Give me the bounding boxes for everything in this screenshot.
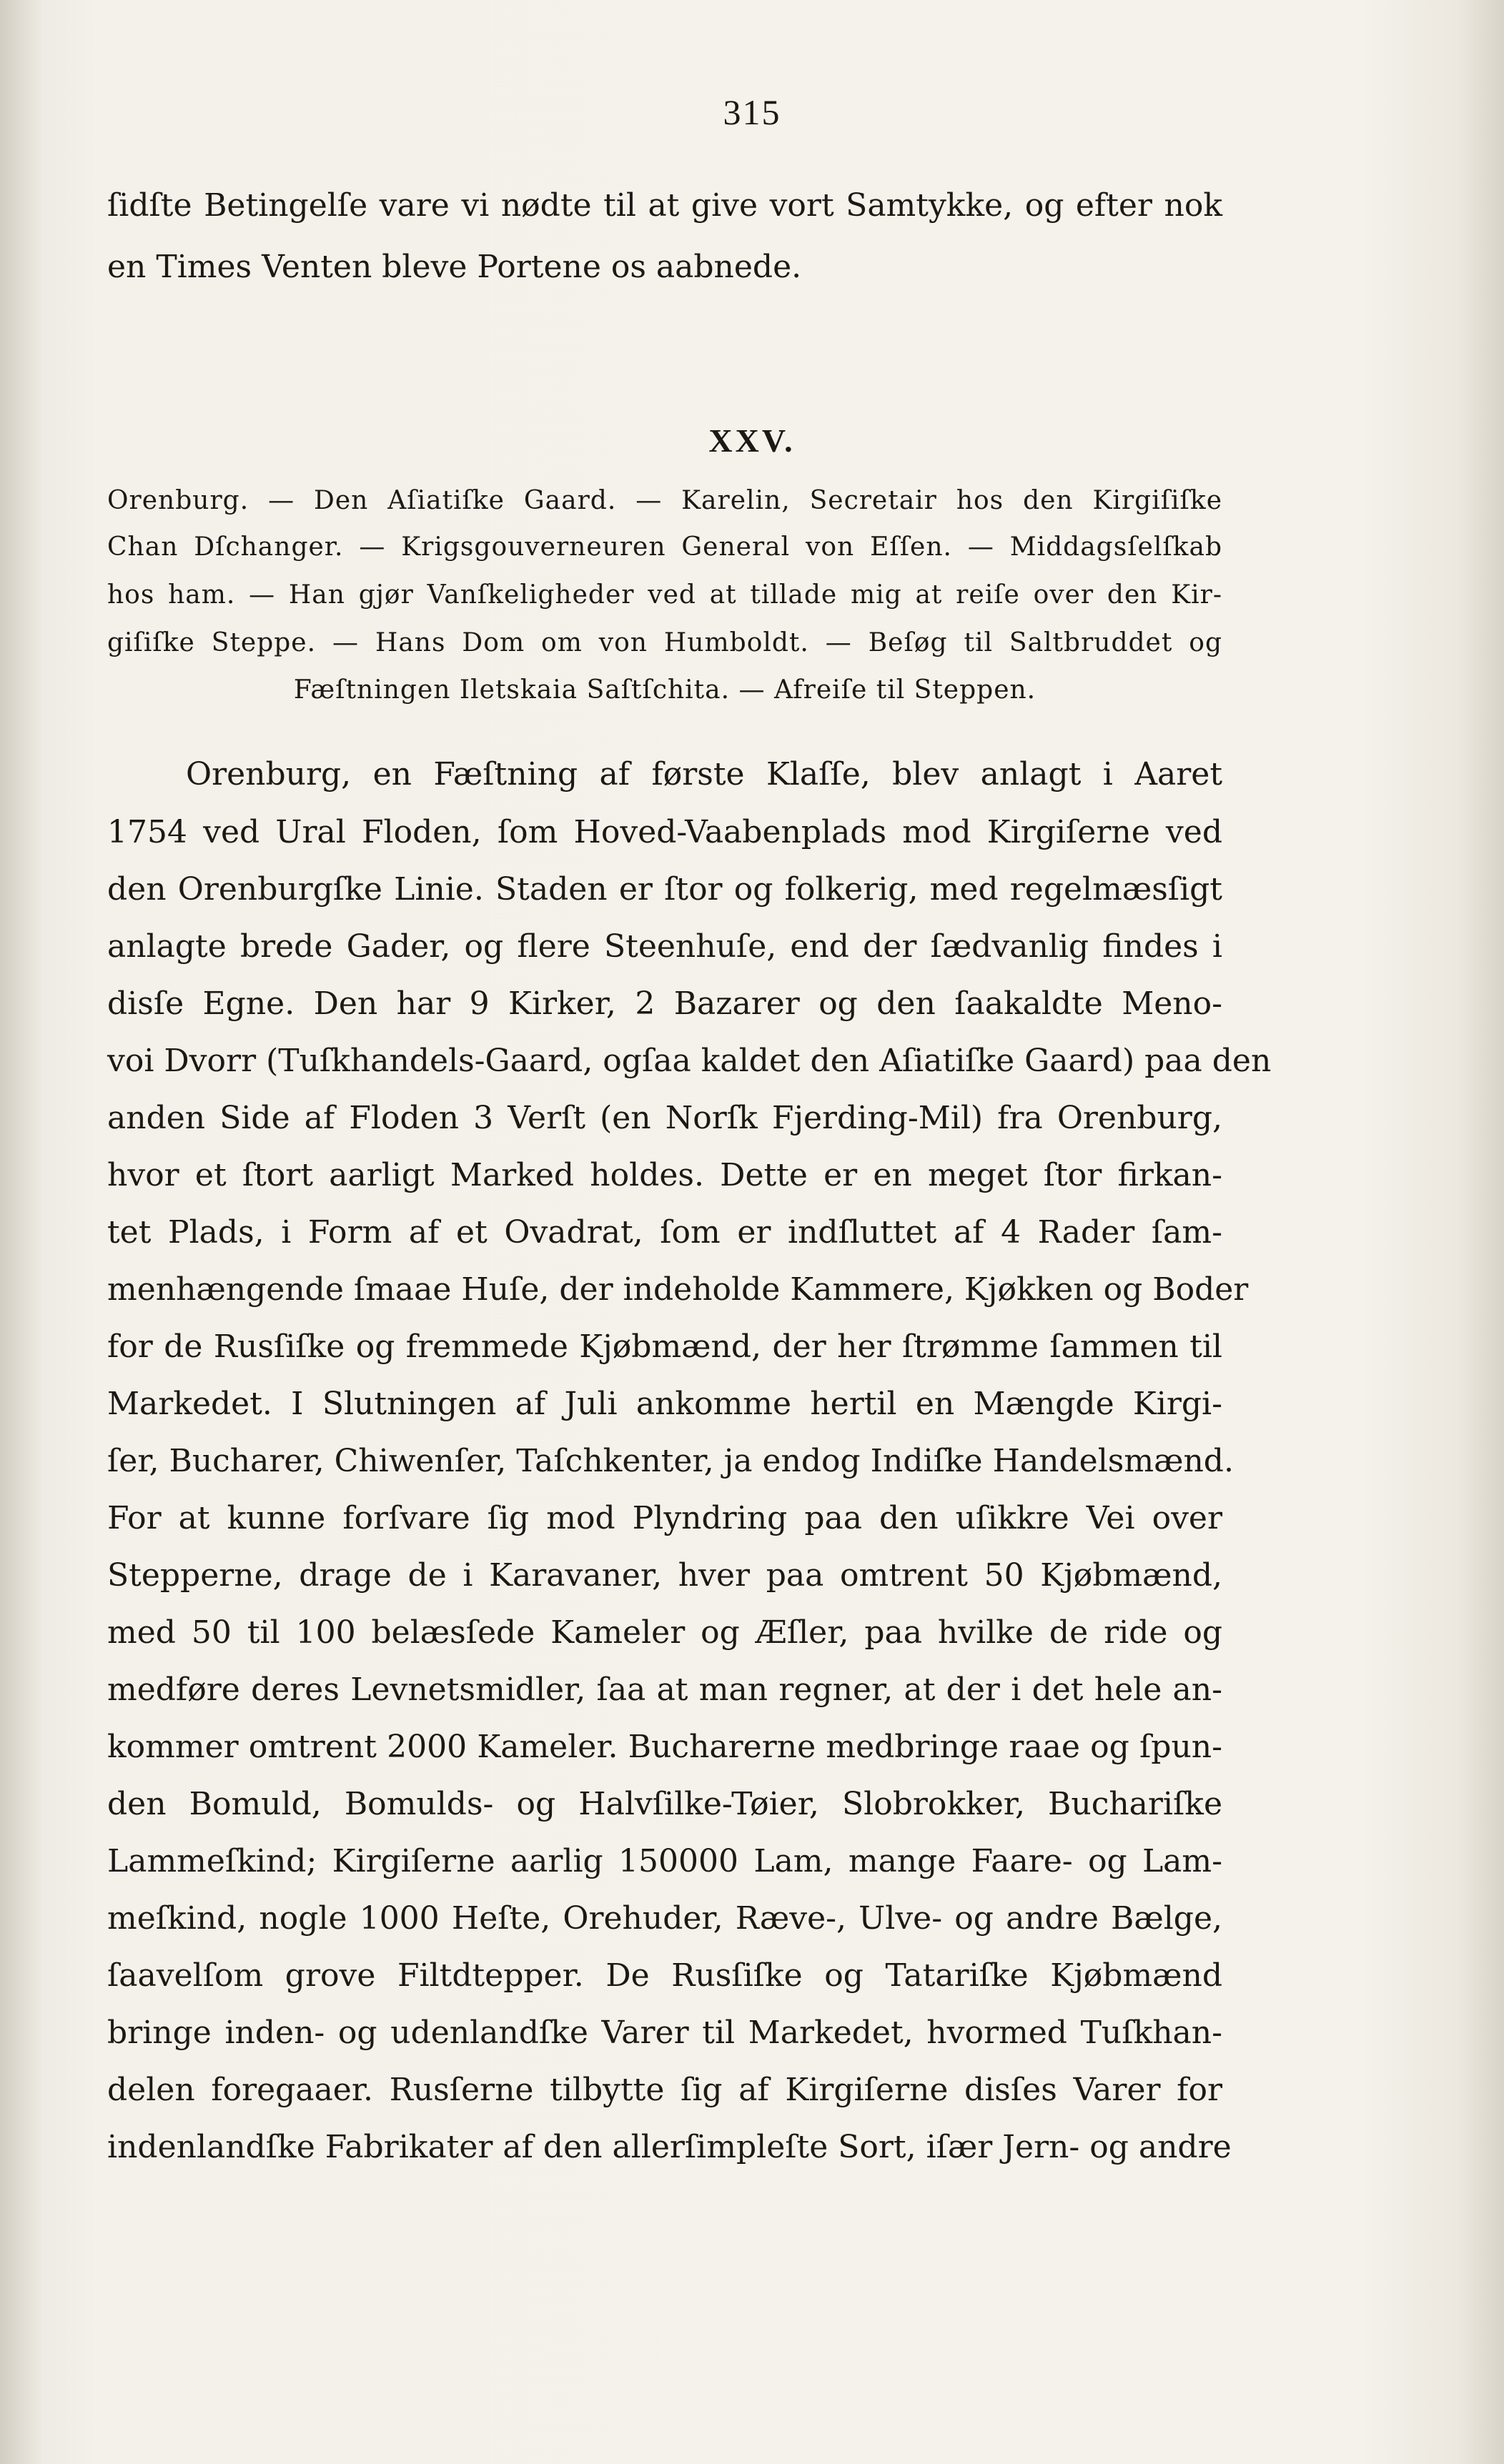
text-line: kommer omtrent 2000 Kameler. Bucharerne medbringe raae og ſpun- [107, 1729, 1222, 1765]
text-line: voi Dvorr (Tuſkhandels-Gaard, ogſaa kaldet den Aſiatiſke Gaard) paa den [107, 1043, 1272, 1079]
text-line: ſidſte Betingelſe vare vi nødte til at give vort Samtykke, og efter nok [107, 187, 1222, 224]
text-line: medføre deres Levnetsmidler, ſaa at man regner, at der i det hele an- [107, 1671, 1222, 1708]
text-line: meſkind, nogle 1000 Heſte, Orehuder, Ræve-, Ulve- og andre Bælge, [107, 1900, 1222, 1937]
text-line: bringe inden- og udenlandſke Varer til Markedet, hvormed Tuſkhan- [107, 2015, 1222, 2051]
text-line: den Bomuld, Bomulds- og Halvſilke-Tøier, Slobrokker, Buchariſke [107, 1786, 1222, 1822]
text-line: menhængende ſmaae Huſe, der indeholde Kammere, Kjøkken og Boder [107, 1271, 1249, 1308]
chapter-summary-line: Orenburg. — Den Aſiatiſke Gaard. — Karelin, Secretair hos den Kirgiſiſke [107, 486, 1222, 515]
text-line: Markedet. I Slutningen af Juli ankomme hertil en Mængde Kirgi- [107, 1386, 1222, 1422]
chapter-summary-line: Fæſtningen Iletskaia Saſtſchita. — Afreiſe til Steppen. [293, 675, 1037, 705]
text-line: disſe Egne. Den har 9 Kirker, 2 Bazarer og den ſaakaldte Meno- [107, 985, 1222, 1022]
text-line: ſer, Bucharer, Chiwenſer, Taſchkenter, ja endog Indiſke Handelsmænd. [107, 1443, 1234, 1479]
chapter-summary-line: hos ham. — Han gjør Vanſkeligheder ved at tillade mig at reiſe over den Kir- [107, 580, 1222, 610]
text-line: for de Rusſiſke og fremmede Kjøbmænd, der her ſtrømme ſammen til [107, 1328, 1222, 1365]
text-line: med 50 til 100 belæsſede Kameler og Æſler, paa hvilke de ride og [107, 1614, 1222, 1651]
text-line: delen foregaaer. Rusſerne tilbytte ſig af Kirgiſerne disſes Varer for [107, 2072, 1222, 2108]
chapter-title: XXV. [708, 422, 796, 459]
text-line: 1754 ved Ural Floden, ſom Hoved-Vaabenplads mod Kirgiſerne ved [107, 814, 1222, 850]
chapter-summary-line: giſiſke Steppe. — Hans Dom om von Humboldt. — Beſøg til Saltbruddet og [107, 628, 1222, 657]
text-line: Stepperne, drage de i Karavaner, hver paa omtrent 50 Kjøbmænd, [107, 1557, 1222, 1594]
page-number: 315 [723, 92, 781, 132]
text-line: anlagte brede Gader, og flere Steenhuſe, end der ſædvanlig findes i [107, 928, 1222, 965]
text-line: indenlandſke Fabrikater af den allerſimpleſte Sort, iſær Jern- og andre [107, 2129, 1232, 2165]
chapter-summary-line: Chan Dſchanger. — Krigsgouverneuren General von Eſſen. — Middagsſelſkab [107, 532, 1222, 562]
text-line: anden Side af Floden 3 Verſt (en Norſk Fjerding-Mil) fra Orenburg, [107, 1100, 1222, 1136]
text-line: hvor et ſtort aarligt Marked holdes. Dette er en meget ſtor firkan- [107, 1157, 1222, 1193]
text-line: ſaavelſom grove Filtdtepper. De Rusſiſke og Tatariſke Kjøbmænd [107, 1957, 1222, 1994]
text-line: For at kunne forſvare ſig mod Plyndring paa den uſikkre Vei over [107, 1500, 1222, 1536]
text-line: den Orenburgſke Linie. Staden er ſtor og folkerig, med regelmæsſigt [107, 871, 1222, 908]
text-line: Lammeſkind; Kirgiſerne aarlig 150000 Lam, mange Faare- og Lam- [107, 1843, 1222, 1879]
text-line: Orenburg, en Fæſtning af første Klaſſe, blev anlagt i Aaret [186, 756, 1222, 793]
text-line: tet Plads, i Form af et Ovadrat, ſom er indſluttet af 4 Rader ſam- [107, 1214, 1222, 1251]
text-line: en Times Venten bleve Portene os aabnede. [107, 249, 802, 285]
